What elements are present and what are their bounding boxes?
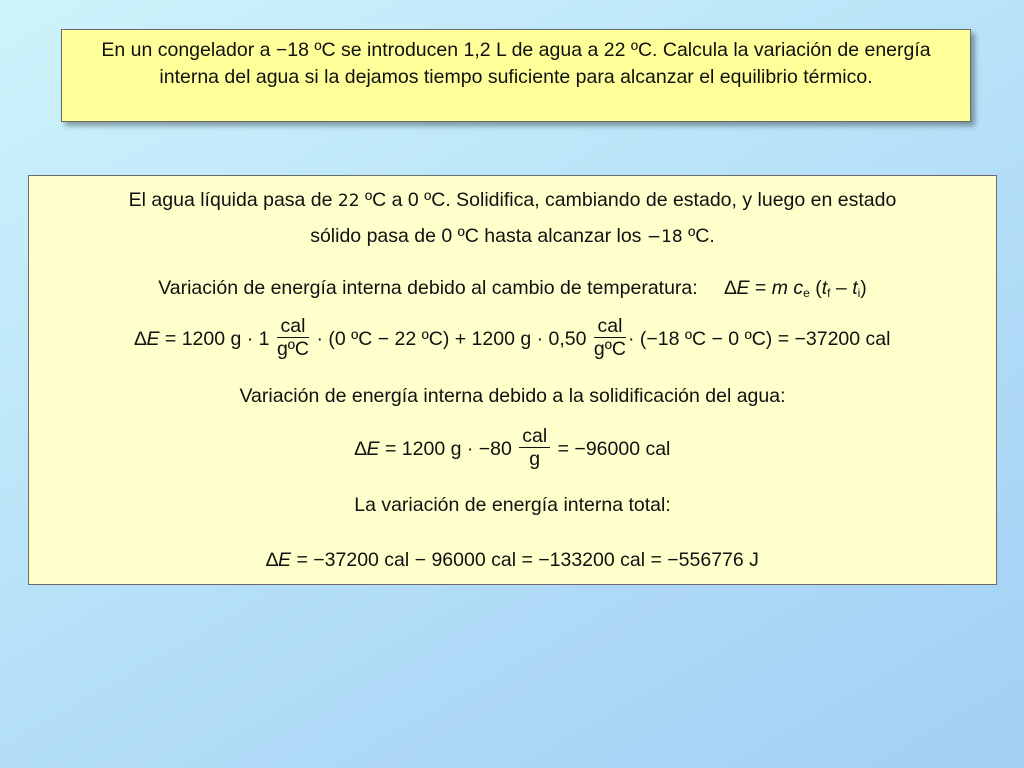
intro-line-2 (29, 224, 996, 249)
fraction-cal-per-g: $\frac{\text{cal}}{g}$ (519, 426, 550, 470)
initial-temperature: 22 (337, 191, 360, 211)
calculation-2: ∆E = 1200 g · −80 $\frac{\text{cal}}{g}$ = −96000 cal (354, 425, 671, 470)
intro-text: El agua líquida pasa de (128, 189, 338, 211)
calculation-3: ∆E = −37200 cal − 96000 cal = −133200 cal = −556776 J (266, 549, 759, 571)
calculation-1: ∆E = 1200 g · 1 $\frac{\text{cal}}{\text{gºC}}$ · (0 ºC − 22 ºC) + 1200 g · 0,50 $\frac{\text{cal}}{\text{gºC}}$ · (−18 ºC − 0 ºC) = −37200 cal (134, 315, 891, 360)
intro-text: sólido pasa de 0 ºC hasta alcanzar los (310, 225, 647, 247)
intro-line-1 (29, 188, 996, 213)
intro-text: ºC a 0 ºC. Solidifica, cambiando de estado, y luego en estado (359, 189, 897, 211)
problem-statement-box (61, 29, 971, 122)
solution-box (28, 175, 997, 585)
temperature-change-label: Variación de energía interna debido al cambio de temperatura: (158, 277, 698, 299)
fraction-cal-per-gc: $\frac{\text{cal}}{\text{gºC}}$ (593, 315, 626, 360)
solidification-label: Variación de energía interna debido a la solidificación del agua: (239, 385, 786, 407)
heat-formula: ∆E = m $c_e$ $(t_f - t_i)$ (724, 277, 867, 300)
total-label: La variación de energía interna total: (354, 494, 671, 516)
problem-statement-text: En un congelador a −18 ºC se introducen 1,2 L de agua a 22 ºC. Calcula la variación de energía interna del agua si la dejamos tiempo suficiente para alcanzar el equilibrio térmico. (101, 39, 931, 88)
intro-text: ºC. (682, 225, 715, 247)
fraction-cal-per-gc: $\frac{\text{cal}}{\text{gºC}}$ (276, 315, 310, 360)
final-temperature: −18 (646, 227, 683, 247)
temperature-change-line (29, 276, 996, 300)
